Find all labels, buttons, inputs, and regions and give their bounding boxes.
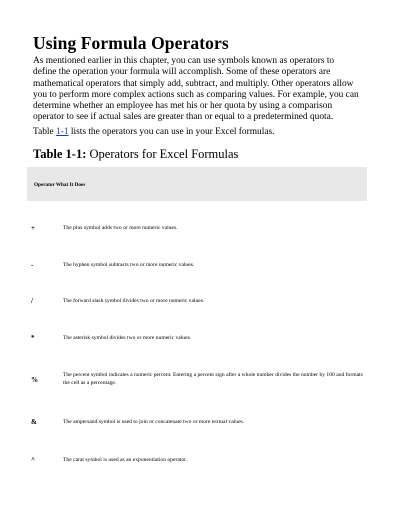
intro-line: you to perform more complex actions such as comparing values. For example, you can [33,89,359,100]
operator-symbol: & [31,418,37,426]
table-header-label: Operator What It Does [34,182,86,188]
intro-line: mathematical operators that simply add, subtract, and multiply. Other operators allow [33,78,354,89]
intro-line: operator to see if actual sales are greater than or equal to a predetermined quota. [33,112,334,123]
page-title: Using Formula Operators [33,33,229,53]
intro-line: As mentioned earlier in this chapter, you can use symbols known as operators to [33,56,335,66]
operator-description: The ampersand symbol is used to join or concatenate two or more textual values. [63,419,245,425]
table-header [27,167,367,201]
operator-description: The hyphen symbol subtracts two or more numeric values. [63,262,195,268]
operator-symbol: / [31,297,33,305]
operator-symbol: ^ [31,456,36,464]
table-reference-link[interactable]: 1-1 [56,127,69,137]
intro-line: define the operation your formula will accomplish. Some of these operators are [33,67,331,78]
operator-description: The asterisk symbol divides two or more numeric values. [63,335,192,341]
intro-line: determine whether an employee has met his or her quota by using a comparison [33,101,333,112]
operator-description: The percent symbol indicates a numeric percent. Entering a percent sign after a whole number divides the number by 100 and formats the cell as a percentage. [63,372,363,386]
operator-description: The plus symbol adds two or more numeric values. [63,225,178,231]
operator-symbol: * [31,334,35,342]
table-reference-suffix: lists the operators you can use in your Excel formulas. [68,127,275,137]
table-caption-label: Table 1-1: [33,147,87,161]
operator-symbol: + [31,224,35,232]
table-reference-sentence [33,127,274,137]
operator-symbol: - [31,261,34,269]
operator-description: The forward slash symbol divides two or more numeric values. [63,298,205,304]
intro-paragraph [33,56,378,124]
table-caption [33,147,238,162]
operator-symbol: % [31,376,38,384]
table-reference-prefix: Table [33,127,57,137]
table-caption-text: Operators for Excel Formulas [86,147,239,161]
operator-description: The carat symbol is used as an exponentiation operator. [63,457,188,463]
